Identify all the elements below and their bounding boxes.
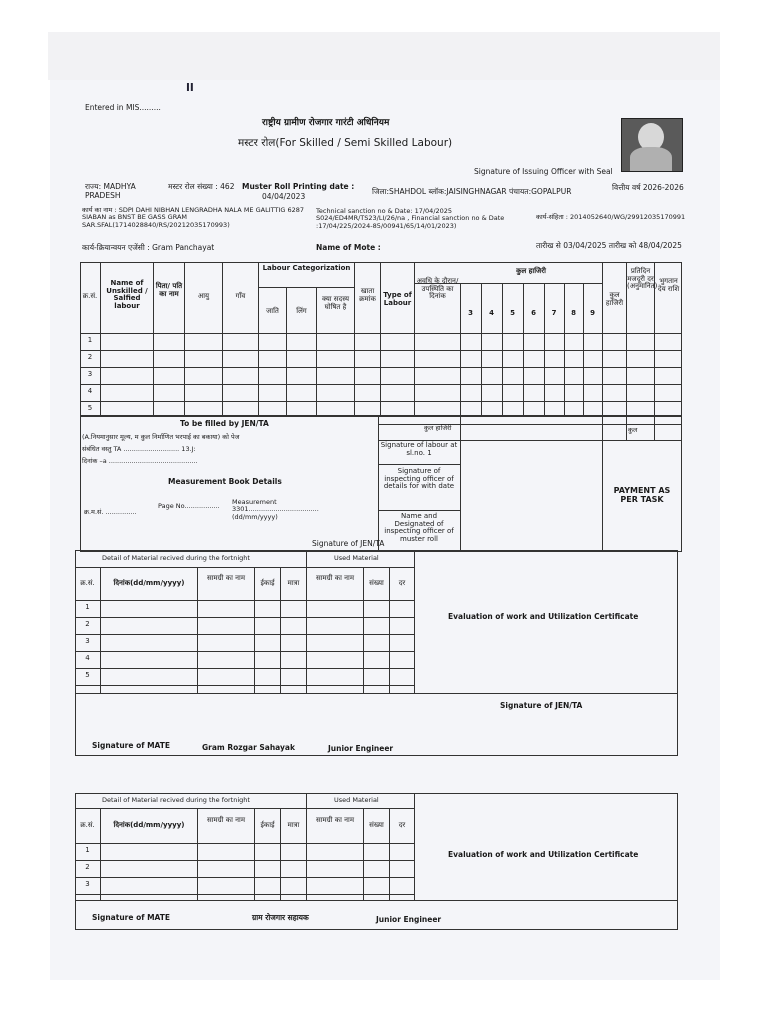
handwritten-mark: II	[186, 82, 194, 94]
top-band	[48, 32, 720, 80]
table-row-number: 4	[85, 654, 90, 662]
implementing-agency: कार्य-क्रियान्वयन एजेंसी : Gram Panchayat	[82, 243, 215, 252]
table-row-number: 1	[85, 603, 90, 611]
mat-col-sno: क्र.सं.	[80, 821, 95, 829]
day-col-6: 6	[531, 309, 536, 317]
col-age: आयु	[197, 292, 210, 300]
used-col-rate: दर	[398, 821, 406, 829]
gram-rozgar-sahayak-1: Gram Rozgar Sahayak	[202, 743, 295, 752]
col-daily-wage: प्रतिदिन मजदूरी दर (अनुमानित)	[627, 267, 658, 291]
mat-col-qty: मात्रा	[287, 821, 300, 829]
issuing-officer-signature: Signature of Issuing Officer with Seal	[474, 167, 613, 176]
col-total-attendance: कुल हाजिरी	[516, 267, 546, 275]
sanction-details: Technical sanction no & Date: 17/04/2025 S024/ED4MR/TS23/LI/26/na , Financial sanction no & Date :17/04/225/2024-85/00941/65/14/01/2023)	[316, 207, 505, 230]
mate-signature-1: Signature of MATE	[92, 741, 171, 750]
col-total: कुल हाजिरी	[605, 291, 624, 307]
entered-in-mis: Entered in MIS.........	[85, 103, 161, 112]
col-labour-name: Name of Unskilled / Salfied labour	[106, 279, 148, 311]
jen-note-3: दिनांक –a ...........................................	[82, 457, 198, 465]
mb-page-no: Page No.................	[158, 502, 220, 510]
labour-signature-label: Signature of labour at sl.no. 1	[380, 441, 458, 457]
mat-col-unit: ईकाई	[260, 579, 275, 587]
total-label: कुल	[628, 426, 638, 434]
junior-engineer-1: Junior Engineer	[328, 744, 394, 753]
col-father-name: पिता/ पति का नाम	[155, 282, 183, 298]
gram-rozgar-sahayak-2: ग्राम रोजगार सहायक	[252, 913, 309, 922]
evaluation-certificate-1: Evaluation of work and Utilization Certificate	[448, 612, 639, 621]
col-village: गाँव	[235, 292, 246, 300]
mb-serial: क्र.म.सं. ...............	[84, 508, 137, 516]
gandhi-photo	[621, 118, 683, 172]
table-row-number: 3	[85, 637, 90, 645]
mat-col-material: सामग्री का नाम	[206, 816, 245, 824]
printing-date-label: Muster Roll Printing date :	[242, 182, 355, 191]
day-col-8: 8	[571, 309, 576, 317]
act-title: राष्ट्रीय ग्रामीण रोजगार गारंटी अधिनियम	[262, 118, 390, 128]
district-block-panchayat: जिला:SHAHDOL ब्लॉक:JAISINGHNAGAR पंचायत:GOPALPUR	[372, 187, 572, 196]
mat-col-date: दिनांक(dd/mm/yyyy)	[113, 579, 185, 587]
muster-roll-title: मस्टर रोल(For Skilled / Semi Skilled Labour)	[238, 137, 453, 149]
mat-col-sno: क्र.सं.	[80, 579, 95, 587]
col-caste: जाति	[266, 307, 279, 315]
mate-name-label: Name of Mote :	[316, 243, 381, 252]
day-col-5: 5	[510, 309, 515, 317]
col-labour-categorization: Labour Categorization	[262, 264, 351, 272]
table-row-number: 4	[87, 387, 93, 395]
material-section-2	[75, 793, 678, 930]
measurement-book-title: Measurement Book Details	[168, 477, 282, 486]
table-row-number: 3	[87, 370, 93, 378]
date-range: तारीख से 03/04/2025 तारीख को 48/04/2025	[536, 241, 682, 250]
used-col-material: सामग्री का नाम	[315, 574, 354, 582]
col-attendance-period: अवधि के दौरान/ उपस्थिति का दिनांक	[416, 277, 459, 301]
table-row-number: 1	[87, 336, 93, 344]
printing-date: 04/04/2023	[262, 192, 306, 201]
used-col-rate: दर	[398, 579, 406, 587]
col-amount: भुगतान देय राशि	[657, 277, 680, 293]
jen-ta-signature-2: Signature of JEN/TA	[500, 701, 583, 710]
col-labour-type: Type of Labour	[383, 291, 412, 307]
used-col-material: सामग्री का नाम	[315, 816, 354, 824]
state-field: राज्य: MADHYA PRADESH	[85, 182, 136, 200]
total-attendance-label: कुल हाजिरी	[424, 424, 452, 432]
used-material-title-2: Used Material	[334, 796, 379, 804]
col-sno: क्र.सं.	[82, 292, 98, 300]
mb-measurement-date: Measurement 3301.................................. (dd/mm/yyyy)	[232, 498, 319, 521]
work-name: कार्य का नाम : SDPI DAHI NIBHAN LENGRADHA NALA ME GALITTIG 6287 SIABAN as BNST BE GASS GRAM SAR.SFAL(1714028840/RS/20212035170993)	[82, 206, 305, 229]
inspecting-signature-label: Signature of inspecting officer of details for with date	[383, 467, 455, 491]
table-row-number: 5	[85, 671, 90, 679]
jen-section-title: To be filled by JEN/TA	[180, 419, 269, 428]
col-gender: लिंग	[296, 307, 307, 315]
table-row-number: 2	[85, 620, 90, 628]
day-col-7: 7	[551, 309, 557, 317]
col-account: खाता क्रमांक	[359, 287, 376, 303]
jen-note-2: संबंधित वस्तु TA ........................... 13.J:	[82, 445, 196, 453]
col-member: क्या सदस्य घोषित है	[321, 295, 350, 311]
table-row-number: 1	[85, 846, 90, 854]
day-col-4: 4	[489, 309, 494, 317]
table-row-number: 2	[87, 353, 93, 361]
junior-engineer-2: Junior Engineer	[376, 915, 442, 924]
used-col-qty: संख्या	[369, 821, 384, 829]
work-code: कार्य-संहिता : 2014052640/WG/29912035170991	[536, 213, 686, 221]
material-received-title-2: Detail of Material recived during the fortnight	[102, 796, 250, 804]
material-received-title: Detail of Material recived during the fortnight	[102, 554, 250, 562]
evaluation-certificate-2: Evaluation of work and Utilization Certificate	[448, 850, 639, 859]
mat-col-material: सामग्री का नाम	[206, 574, 245, 582]
table-row-number: 5	[87, 404, 93, 412]
used-col-qty: संख्या	[369, 579, 384, 587]
table-row-number: 3	[85, 880, 90, 888]
financial-year: वित्तीय वर्ष 2026-2026	[612, 183, 684, 192]
muster-roll-number: मस्टर रोल संख्या : 462	[168, 182, 235, 191]
inspecting-officer-name-label: Name and Designated of inspecting officer of muster roll	[384, 512, 454, 544]
day-col-3: 3	[468, 309, 473, 317]
table-row-number: 2	[85, 863, 90, 871]
mat-col-date: दिनांक(dd/mm/yyyy)	[113, 821, 185, 829]
mate-signature-2: Signature of MATE	[92, 913, 171, 922]
mat-col-unit: ईकाई	[260, 821, 275, 829]
day-col-9: 9	[590, 309, 595, 317]
payment-as-per-task: PAYMENT AS PER TASK	[613, 486, 671, 504]
mat-col-qty: मात्रा	[287, 579, 300, 587]
jen-signature: Signature of JEN/TA	[312, 539, 385, 548]
jen-note-1: (A.नियमानुसार मूल्य, म कुल निर्माणित भरपाई का बकाया) को पेज	[82, 433, 240, 441]
used-material-title: Used Material	[334, 554, 379, 562]
